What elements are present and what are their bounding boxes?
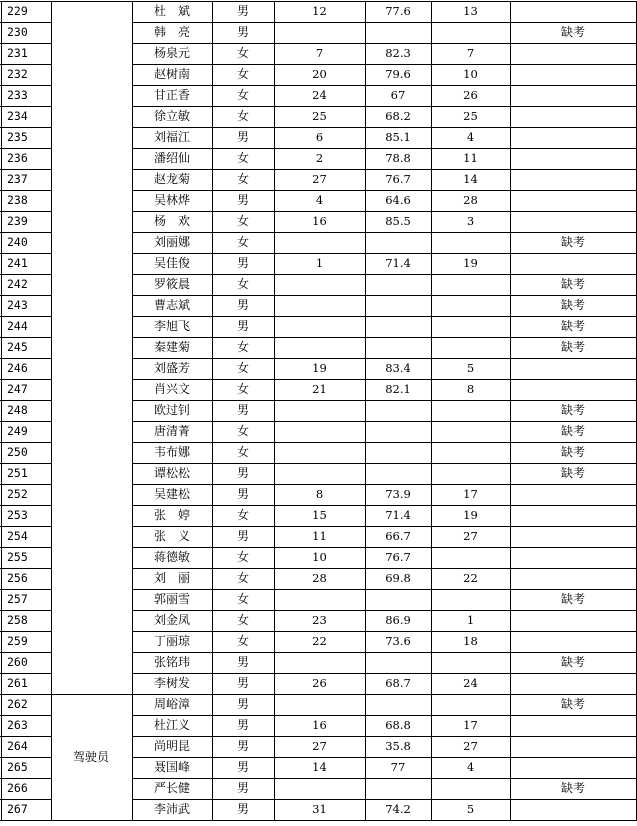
candidate-name-cell: 曹志斌 bbox=[153, 298, 190, 312]
row-number-cell: 244 bbox=[7, 319, 28, 333]
remark-cell bbox=[510, 64, 636, 85]
score-cell: 68.7 bbox=[385, 676, 411, 690]
score-cell: 68.2 bbox=[385, 109, 411, 123]
gender-cell: 男 bbox=[236, 403, 249, 417]
row-number-cell: 242 bbox=[7, 277, 28, 291]
score-cell: 73.9 bbox=[385, 487, 411, 501]
gender-cell: 女 bbox=[236, 445, 249, 459]
written-rank-cell bbox=[274, 442, 365, 463]
gender-cell: 男 bbox=[236, 319, 249, 333]
gender-cell: 女 bbox=[236, 67, 249, 81]
written-rank-cell bbox=[274, 652, 365, 673]
gender-cell: 男 bbox=[236, 25, 249, 39]
total-rank-cell: 13 bbox=[463, 4, 478, 18]
remark-cell: 缺考 bbox=[560, 340, 585, 354]
gender-cell: 男 bbox=[236, 802, 249, 816]
gender-cell: 女 bbox=[236, 151, 249, 165]
candidate-name-cell: 聂国峰 bbox=[153, 760, 190, 774]
total-rank-cell: 18 bbox=[463, 634, 478, 648]
total-rank-cell: 7 bbox=[466, 46, 475, 60]
gender-cell: 男 bbox=[236, 697, 249, 711]
remark-cell: 缺考 bbox=[560, 25, 585, 39]
candidate-name-cell: 刘金凤 bbox=[153, 613, 190, 627]
score-cell bbox=[365, 652, 431, 673]
total-rank-cell: 11 bbox=[463, 151, 478, 165]
total-rank-cell: 3 bbox=[466, 214, 475, 228]
row-number-cell: 258 bbox=[7, 613, 28, 627]
written-rank-cell: 27 bbox=[312, 739, 327, 753]
score-cell bbox=[365, 274, 431, 295]
row-number-cell: 263 bbox=[7, 718, 28, 732]
candidate-name-cell: 张铭玮 bbox=[153, 655, 190, 669]
written-rank-cell: 20 bbox=[312, 67, 327, 81]
row-number-cell: 255 bbox=[7, 550, 28, 564]
score-cell: 71.4 bbox=[385, 508, 411, 522]
row-number-cell: 261 bbox=[7, 676, 28, 690]
candidate-name-cell: 周峪漳 bbox=[153, 697, 190, 711]
row-number-cell: 230 bbox=[7, 25, 28, 39]
written-rank-cell: 8 bbox=[315, 487, 324, 501]
written-rank-cell: 2 bbox=[315, 151, 324, 165]
gender-cell: 女 bbox=[236, 235, 249, 249]
remark-cell: 缺考 bbox=[560, 592, 585, 606]
gender-cell: 男 bbox=[236, 256, 249, 270]
written-rank-cell bbox=[274, 232, 365, 253]
candidate-name-cell: 徐立敏 bbox=[153, 109, 190, 123]
row-number-cell: 257 bbox=[7, 592, 28, 606]
score-cell: 79.6 bbox=[385, 67, 411, 81]
score-cell: 83.4 bbox=[385, 361, 411, 375]
row-number-cell: 231 bbox=[7, 46, 28, 60]
gender-cell: 男 bbox=[236, 466, 249, 480]
remark-cell: 缺考 bbox=[560, 298, 585, 312]
total-rank-cell bbox=[431, 337, 510, 358]
remark-cell bbox=[510, 379, 636, 400]
remark-cell: 缺考 bbox=[560, 403, 585, 417]
remark-cell bbox=[510, 106, 636, 127]
total-rank-cell bbox=[431, 274, 510, 295]
remark-cell: 缺考 bbox=[560, 424, 585, 438]
candidate-name-cell: 韩 亮 bbox=[153, 25, 190, 39]
candidate-name-cell: 蒋德敏 bbox=[153, 550, 190, 564]
total-rank-cell: 24 bbox=[463, 676, 478, 690]
row-number-cell: 254 bbox=[7, 529, 28, 543]
row-number-cell: 236 bbox=[7, 151, 28, 165]
row-number-cell: 248 bbox=[7, 403, 28, 417]
candidate-name-cell: 谭松松 bbox=[153, 466, 190, 480]
row-number-cell: 240 bbox=[7, 235, 28, 249]
candidate-name-cell: 张 义 bbox=[153, 529, 190, 543]
candidate-name-cell: 尚明昆 bbox=[153, 739, 190, 753]
gender-cell: 女 bbox=[236, 46, 249, 60]
total-rank-cell: 4 bbox=[466, 760, 475, 774]
score-cell: 76.7 bbox=[385, 172, 411, 186]
row-border-line bbox=[0, 820, 637, 821]
remark-cell bbox=[510, 799, 636, 820]
total-rank-cell: 17 bbox=[463, 487, 478, 501]
score-cell bbox=[365, 778, 431, 799]
total-rank-cell: 27 bbox=[463, 739, 478, 753]
candidate-name-cell: 严长健 bbox=[153, 781, 190, 795]
candidate-name-cell: 赵树南 bbox=[153, 67, 190, 81]
remark-cell: 缺考 bbox=[560, 277, 585, 291]
score-cell bbox=[365, 316, 431, 337]
total-rank-cell bbox=[431, 421, 510, 442]
gender-cell: 男 bbox=[236, 130, 249, 144]
gender-cell: 男 bbox=[236, 487, 249, 501]
gender-cell: 男 bbox=[236, 193, 249, 207]
gender-cell: 女 bbox=[236, 214, 249, 228]
row-number-cell: 247 bbox=[7, 382, 28, 396]
row-number-cell: 252 bbox=[7, 487, 28, 501]
gender-cell: 女 bbox=[236, 550, 249, 564]
remark-cell: 缺考 bbox=[560, 235, 585, 249]
gender-cell: 女 bbox=[236, 424, 249, 438]
total-rank-cell bbox=[431, 547, 510, 568]
written-rank-cell bbox=[274, 337, 365, 358]
row-number-cell: 229 bbox=[7, 4, 28, 18]
total-rank-cell bbox=[431, 22, 510, 43]
remark-cell bbox=[510, 736, 636, 757]
total-rank-cell: 22 bbox=[463, 571, 478, 585]
row-number-cell: 243 bbox=[7, 298, 28, 312]
row-number-cell: 246 bbox=[7, 361, 28, 375]
row-number-cell: 264 bbox=[7, 739, 28, 753]
written-rank-cell bbox=[274, 316, 365, 337]
remark-cell bbox=[510, 610, 636, 631]
gender-cell: 男 bbox=[236, 529, 249, 543]
total-rank-cell bbox=[431, 778, 510, 799]
written-rank-cell: 15 bbox=[312, 508, 327, 522]
total-rank-cell bbox=[431, 295, 510, 316]
score-cell bbox=[365, 232, 431, 253]
row-number-cell: 238 bbox=[7, 193, 28, 207]
row-number-cell: 251 bbox=[7, 466, 28, 480]
remark-cell bbox=[510, 547, 636, 568]
gender-cell: 女 bbox=[236, 592, 249, 606]
score-cell: 35.8 bbox=[385, 739, 411, 753]
candidate-name-cell: 杜江义 bbox=[153, 718, 190, 732]
candidate-name-cell: 吴林烨 bbox=[153, 193, 190, 207]
written-rank-cell: 10 bbox=[312, 550, 327, 564]
total-rank-cell bbox=[431, 400, 510, 421]
written-rank-cell bbox=[274, 463, 365, 484]
written-rank-cell: 31 bbox=[312, 802, 327, 816]
candidate-name-cell: 唐清菁 bbox=[153, 424, 190, 438]
total-rank-cell bbox=[431, 694, 510, 715]
written-rank-cell: 21 bbox=[312, 382, 327, 396]
gender-cell: 女 bbox=[236, 340, 249, 354]
written-rank-cell: 11 bbox=[312, 529, 327, 543]
row-number-cell: 266 bbox=[7, 781, 28, 795]
candidate-name-cell: 吴佳俊 bbox=[153, 256, 190, 270]
total-rank-cell: 17 bbox=[463, 718, 478, 732]
total-rank-cell bbox=[431, 232, 510, 253]
written-rank-cell bbox=[274, 778, 365, 799]
score-cell: 76.7 bbox=[385, 550, 411, 564]
written-rank-cell: 24 bbox=[312, 88, 327, 102]
total-rank-cell: 8 bbox=[466, 382, 475, 396]
written-rank-cell: 22 bbox=[312, 634, 327, 648]
total-rank-cell bbox=[431, 442, 510, 463]
remark-cell bbox=[510, 127, 636, 148]
score-cell: 66.7 bbox=[385, 529, 411, 543]
candidate-name-cell: 韦布娜 bbox=[153, 445, 190, 459]
score-cell: 73.6 bbox=[385, 634, 411, 648]
remark-cell bbox=[510, 484, 636, 505]
written-rank-cell: 19 bbox=[312, 361, 327, 375]
remark-cell: 缺考 bbox=[560, 445, 585, 459]
written-rank-cell bbox=[274, 694, 365, 715]
score-cell bbox=[365, 400, 431, 421]
score-cell bbox=[365, 421, 431, 442]
row-number-cell: 241 bbox=[7, 256, 28, 270]
candidate-name-cell: 刘丽娜 bbox=[153, 235, 190, 249]
score-cell bbox=[365, 442, 431, 463]
written-rank-cell: 4 bbox=[315, 193, 324, 207]
score-cell bbox=[365, 463, 431, 484]
total-rank-cell: 5 bbox=[466, 802, 475, 816]
written-rank-cell bbox=[274, 421, 365, 442]
score-cell bbox=[365, 337, 431, 358]
total-rank-cell bbox=[431, 316, 510, 337]
candidate-name-cell: 秦建菊 bbox=[153, 340, 190, 354]
row-number-cell: 233 bbox=[7, 88, 28, 102]
remark-cell bbox=[510, 211, 636, 232]
row-number-cell: 235 bbox=[7, 130, 28, 144]
score-cell bbox=[365, 295, 431, 316]
candidate-name-cell: 郭丽雪 bbox=[153, 592, 190, 606]
score-cell: 86.9 bbox=[385, 613, 411, 627]
score-cell bbox=[365, 694, 431, 715]
gender-cell: 女 bbox=[236, 172, 249, 186]
row-number-cell: 265 bbox=[7, 760, 28, 774]
score-cell bbox=[365, 589, 431, 610]
remark-cell bbox=[510, 190, 636, 211]
total-rank-cell: 4 bbox=[466, 130, 475, 144]
score-cell: 82.3 bbox=[385, 46, 411, 60]
written-rank-cell: 25 bbox=[312, 109, 327, 123]
score-cell: 74.2 bbox=[385, 802, 411, 816]
remark-cell bbox=[510, 148, 636, 169]
total-rank-cell: 19 bbox=[463, 256, 478, 270]
row-number-cell: 259 bbox=[7, 634, 28, 648]
row-number-cell: 250 bbox=[7, 445, 28, 459]
gender-cell: 男 bbox=[236, 781, 249, 795]
candidate-name-cell: 欧过钊 bbox=[153, 403, 190, 417]
written-rank-cell bbox=[274, 400, 365, 421]
candidate-name-cell: 赵龙菊 bbox=[153, 172, 190, 186]
gender-cell: 女 bbox=[236, 634, 249, 648]
written-rank-cell: 16 bbox=[312, 214, 327, 228]
score-cell: 78.8 bbox=[385, 151, 411, 165]
candidate-name-cell: 杜 斌 bbox=[153, 4, 190, 18]
written-rank-cell bbox=[274, 589, 365, 610]
candidate-name-cell: 张 婷 bbox=[153, 508, 190, 522]
candidate-name-cell: 刘盛芳 bbox=[153, 361, 190, 375]
candidate-name-cell: 肖兴文 bbox=[153, 382, 190, 396]
row-number-cell: 262 bbox=[7, 697, 28, 711]
total-rank-cell bbox=[431, 652, 510, 673]
gender-cell: 男 bbox=[236, 760, 249, 774]
gender-cell: 女 bbox=[236, 361, 249, 375]
remark-cell bbox=[510, 253, 636, 274]
total-rank-cell: 5 bbox=[466, 361, 475, 375]
row-number-cell: 234 bbox=[7, 109, 28, 123]
score-cell: 67 bbox=[390, 88, 406, 102]
written-rank-cell bbox=[274, 274, 365, 295]
remark-cell: 缺考 bbox=[560, 655, 585, 669]
candidate-name-cell: 杨泉元 bbox=[153, 46, 190, 60]
remark-cell bbox=[510, 526, 636, 547]
candidate-name-cell: 刘福江 bbox=[153, 130, 190, 144]
gender-cell: 男 bbox=[236, 718, 249, 732]
remark-cell bbox=[510, 715, 636, 736]
row-number-cell: 256 bbox=[7, 571, 28, 585]
row-number-cell: 267 bbox=[7, 802, 28, 816]
row-number-cell: 245 bbox=[7, 340, 28, 354]
total-rank-cell: 27 bbox=[463, 529, 478, 543]
remark-cell bbox=[510, 673, 636, 694]
candidate-name-cell: 甘正香 bbox=[153, 88, 190, 102]
gender-cell: 女 bbox=[236, 88, 249, 102]
gender-cell: 女 bbox=[236, 571, 249, 585]
remark-cell bbox=[510, 1, 636, 22]
remark-cell bbox=[510, 505, 636, 526]
written-rank-cell: 28 bbox=[312, 571, 327, 585]
remark-cell bbox=[510, 169, 636, 190]
job-group-label: 驾驶员 bbox=[72, 750, 109, 764]
total-rank-cell: 26 bbox=[463, 88, 478, 102]
score-cell: 85.1 bbox=[385, 130, 411, 144]
written-rank-cell: 26 bbox=[312, 676, 327, 690]
candidate-name-cell: 杨 欢 bbox=[153, 214, 190, 228]
remark-cell: 缺考 bbox=[560, 319, 585, 333]
candidate-name-cell: 李树发 bbox=[153, 676, 190, 690]
total-rank-cell: 1 bbox=[466, 613, 475, 627]
row-number-cell: 253 bbox=[7, 508, 28, 522]
written-rank-cell bbox=[274, 295, 365, 316]
remark-cell bbox=[510, 568, 636, 589]
score-cell: 85.5 bbox=[385, 214, 411, 228]
written-rank-cell: 6 bbox=[315, 130, 324, 144]
total-rank-cell bbox=[431, 463, 510, 484]
candidate-name-cell: 罗筱晨 bbox=[153, 277, 190, 291]
score-cell: 71.4 bbox=[385, 256, 411, 270]
written-rank-cell: 7 bbox=[315, 46, 324, 60]
score-cell bbox=[365, 22, 431, 43]
remark-cell bbox=[510, 631, 636, 652]
total-rank-cell: 25 bbox=[463, 109, 478, 123]
remark-cell bbox=[510, 43, 636, 64]
written-rank-cell: 12 bbox=[312, 4, 327, 18]
candidate-name-cell: 刘 丽 bbox=[153, 571, 190, 585]
column-border-line bbox=[51, 1, 52, 821]
written-rank-cell: 14 bbox=[312, 760, 327, 774]
gender-cell: 女 bbox=[236, 109, 249, 123]
gender-cell: 男 bbox=[236, 739, 249, 753]
gender-cell: 女 bbox=[236, 508, 249, 522]
remark-cell: 缺考 bbox=[560, 781, 585, 795]
score-cell: 77 bbox=[390, 760, 406, 774]
candidate-name-cell: 丁丽琼 bbox=[153, 634, 190, 648]
row-number-cell: 260 bbox=[7, 655, 28, 669]
candidate-name-cell: 李沛武 bbox=[153, 802, 190, 816]
candidate-name-cell: 潘绍仙 bbox=[153, 151, 190, 165]
gender-cell: 男 bbox=[236, 4, 249, 18]
score-cell: 77.6 bbox=[385, 4, 411, 18]
score-cell: 64.6 bbox=[385, 193, 411, 207]
row-number-cell: 237 bbox=[7, 172, 28, 186]
score-cell: 69.8 bbox=[385, 571, 411, 585]
gender-cell: 男 bbox=[236, 676, 249, 690]
gender-cell: 女 bbox=[236, 277, 249, 291]
written-rank-cell bbox=[274, 22, 365, 43]
remark-cell bbox=[510, 358, 636, 379]
gender-cell: 男 bbox=[236, 298, 249, 312]
candidate-name-cell: 吴建松 bbox=[153, 487, 190, 501]
row-number-cell: 232 bbox=[7, 67, 28, 81]
total-rank-cell: 14 bbox=[463, 172, 478, 186]
remark-cell bbox=[510, 85, 636, 106]
written-rank-cell: 27 bbox=[312, 172, 327, 186]
row-number-cell: 249 bbox=[7, 424, 28, 438]
total-rank-cell: 19 bbox=[463, 508, 478, 522]
gender-cell: 男 bbox=[236, 655, 249, 669]
remark-cell: 缺考 bbox=[560, 697, 585, 711]
score-cell: 68.8 bbox=[385, 718, 411, 732]
row-number-cell: 239 bbox=[7, 214, 28, 228]
total-rank-cell bbox=[431, 589, 510, 610]
gender-cell: 女 bbox=[236, 613, 249, 627]
gender-cell: 女 bbox=[236, 382, 249, 396]
written-rank-cell: 23 bbox=[312, 613, 327, 627]
remark-cell bbox=[510, 757, 636, 778]
total-rank-cell: 28 bbox=[463, 193, 478, 207]
written-rank-cell: 1 bbox=[315, 256, 324, 270]
score-cell: 82.1 bbox=[385, 382, 411, 396]
total-rank-cell: 10 bbox=[463, 67, 478, 81]
written-rank-cell: 16 bbox=[312, 718, 327, 732]
remark-cell: 缺考 bbox=[560, 466, 585, 480]
candidate-name-cell: 李旭飞 bbox=[153, 319, 190, 333]
